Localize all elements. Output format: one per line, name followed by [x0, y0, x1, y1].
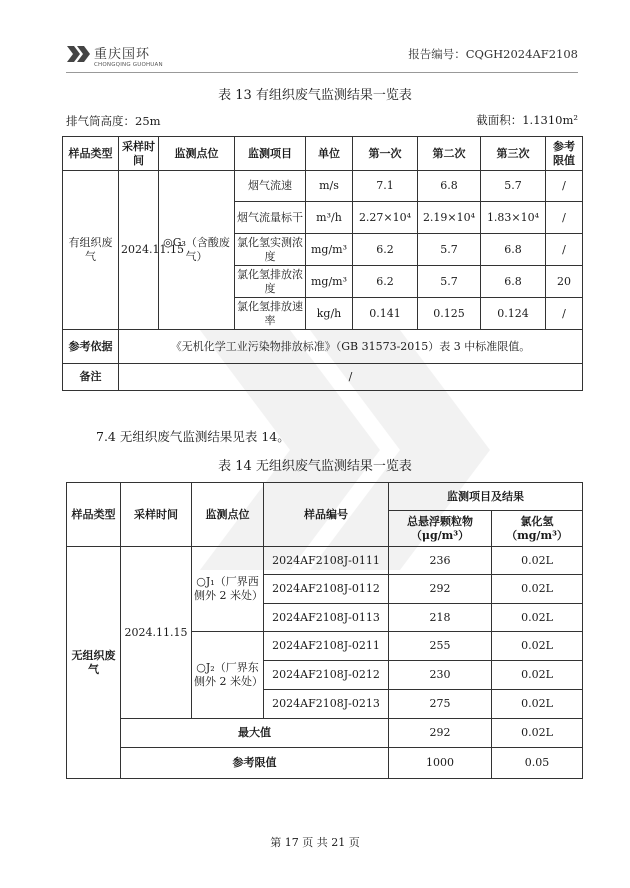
t13-unit: m³/h	[306, 202, 353, 234]
t13-header-cell: 第一次	[353, 137, 418, 171]
header-divider	[66, 72, 578, 73]
t14-header-hcl: 氯化氢（mg/m³）	[492, 511, 583, 547]
t13-header-cell: 第三次	[481, 137, 546, 171]
t14-max-tsp: 292	[389, 719, 492, 748]
t13-header-cell: 参考限值	[546, 137, 583, 171]
t13-basis-label: 参考依据	[63, 330, 119, 364]
table-row	[67, 547, 583, 575]
t14-sample-no: 2024AF2108J-0211	[264, 632, 389, 661]
t14-header-sample-type: 样品类型	[67, 483, 121, 547]
t13-remark-label: 备注	[63, 364, 119, 391]
t14-sample-no: 2024AF2108J-0213	[264, 690, 389, 719]
table14	[66, 482, 583, 779]
t13-item: 氯化氢实测浓度	[235, 234, 306, 266]
t14-sample-date: 2024.11.15	[121, 547, 192, 719]
logo-text-cn: 重庆国环	[94, 47, 151, 62]
t14-header-tsp: 总悬浮颗粒物（μg/m³）	[389, 511, 492, 547]
section-7-4-text: 7.4 无组织废气监测结果见表 14。	[96, 429, 290, 444]
t13-v1: 2.27×10⁴	[353, 202, 418, 234]
t14-limit-label: 参考限值	[121, 748, 389, 779]
t13-v1: 6.2	[353, 266, 418, 298]
t14-limit-tsp: 1000	[389, 748, 492, 779]
t13-header-cell: 第二次	[418, 137, 481, 171]
company-logo	[66, 41, 226, 75]
t13-v2: 6.8	[418, 171, 481, 202]
logo-mark-icon	[66, 43, 92, 65]
t14-max-label: 最大值	[121, 719, 389, 748]
report-number: 报告编号：CQGH2024AF2108	[408, 47, 578, 61]
t13-v2: 0.125	[418, 298, 481, 330]
t14-tsp: 255	[389, 632, 492, 661]
t14-point-j1: ○J₁（厂界西侧外 2 米处）	[192, 547, 264, 632]
t14-hcl: 0.02L	[492, 604, 583, 632]
t14-tsp: 230	[389, 661, 492, 690]
t13-limit: /	[546, 171, 583, 202]
t14-max-hcl: 0.02L	[492, 719, 583, 748]
t13-item: 烟气流量标干	[235, 202, 306, 234]
t13-remark-text: /	[119, 364, 583, 391]
t13-v3: 6.8	[481, 234, 546, 266]
t14-tsp: 236	[389, 547, 492, 575]
t13-v3: 1.83×10⁴	[481, 202, 546, 234]
stack-height: 排气筒高度：25m	[66, 114, 161, 128]
t14-header-point: 监测点位	[192, 483, 264, 547]
table13	[62, 136, 583, 391]
t14-sample-type: 无组织废气	[67, 547, 121, 779]
t14-hcl: 0.02L	[492, 661, 583, 690]
table14-caption: 表 14 无组织废气监测结果一览表	[218, 459, 412, 474]
t14-hcl: 0.02L	[492, 690, 583, 719]
t13-limit: /	[546, 298, 583, 330]
t14-sample-no: 2024AF2108J-0212	[264, 661, 389, 690]
table13-remark-row	[63, 364, 583, 391]
t13-v1: 7.1	[353, 171, 418, 202]
t13-unit: kg/h	[306, 298, 353, 330]
t14-hcl: 0.02L	[492, 575, 583, 604]
t13-v2: 2.19×10⁴	[418, 202, 481, 234]
table13-caption: 表 13 有组织废气监测结果一览表	[218, 88, 412, 103]
t14-header-group: 监测项目及结果	[389, 483, 583, 511]
table14-limit-row	[67, 748, 583, 779]
t13-item: 烟气流速	[235, 171, 306, 202]
t14-sample-no: 2024AF2108J-0111	[264, 547, 389, 575]
t14-hcl: 0.02L	[492, 632, 583, 661]
t14-limit-hcl: 0.05	[492, 748, 583, 779]
t13-item: 氯化氢排放浓度	[235, 266, 306, 298]
t13-v2: 5.7	[418, 234, 481, 266]
t13-sample-date: 2024.11.15	[119, 171, 159, 330]
logo-text-en: CHONGQING GUOHUAN	[94, 62, 163, 68]
t13-limit: 20	[546, 266, 583, 298]
t13-unit: m/s	[306, 171, 353, 202]
table-row	[63, 171, 583, 202]
table14-header-row	[67, 483, 583, 511]
table14-max-row	[67, 719, 583, 748]
t14-sample-no: 2024AF2108J-0112	[264, 575, 389, 604]
t14-point-j2: ○J₂（厂界东侧外 2 米处）	[192, 632, 264, 719]
t13-v3: 0.124	[481, 298, 546, 330]
t14-tsp: 275	[389, 690, 492, 719]
t14-sample-no: 2024AF2108J-0113	[264, 604, 389, 632]
t13-basis-text: 《无机化学工业污染物排放标准》（GB 31573-2015）表 3 中标准限值。	[119, 330, 583, 364]
table13-header-row	[63, 137, 583, 171]
t13-limit: /	[546, 202, 583, 234]
t13-header-cell: 监测项目	[235, 137, 306, 171]
t13-point: ◎G₃（含酸废气）	[159, 171, 235, 330]
t13-v1: 0.141	[353, 298, 418, 330]
t13-v3: 5.7	[481, 171, 546, 202]
page-footer: 第 17 页 共 21 页	[270, 836, 360, 849]
t13-v3: 6.8	[481, 266, 546, 298]
t13-v2: 5.7	[418, 266, 481, 298]
table13-basis-row	[63, 330, 583, 364]
t13-header-cell: 监测点位	[159, 137, 235, 171]
t13-item: 氯化氢排放速率	[235, 298, 306, 330]
t13-sample-type: 有组织废气	[63, 171, 119, 330]
t13-unit: mg/m³	[306, 234, 353, 266]
t14-header-sample-time: 采样时间	[121, 483, 192, 547]
t13-unit: mg/m³	[306, 266, 353, 298]
t14-hcl: 0.02L	[492, 547, 583, 575]
t14-header-sample-no: 样品编号	[264, 483, 389, 547]
t14-tsp: 292	[389, 575, 492, 604]
t13-v1: 6.2	[353, 234, 418, 266]
t13-header-cell: 采样时间	[119, 137, 159, 171]
t13-limit: /	[546, 234, 583, 266]
t14-tsp: 218	[389, 604, 492, 632]
t13-header-cell: 单位	[306, 137, 353, 171]
t13-header-cell: 样品类型	[63, 137, 119, 171]
cross-section-area: 截面积：1.1310m²	[476, 113, 578, 127]
